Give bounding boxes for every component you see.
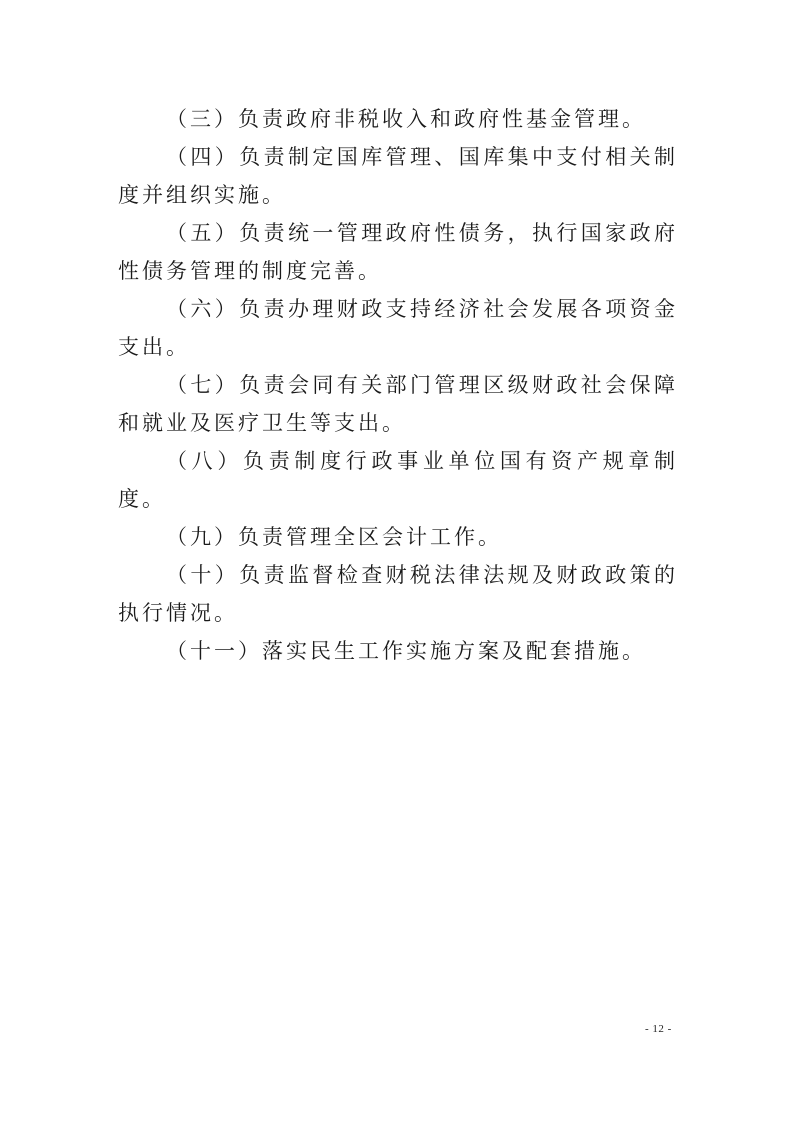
paragraph-item-4: （四）负责制定国库管理、国库集中支付相关制度并组织实施。 [118,145,678,207]
paragraph-item-7: （七）负责会同有关部门管理区级财政社会保障和就业及医疗卫生等支出。 [118,373,678,435]
paragraph-item-10: （十）负责监督检查财税法律法规及财政政策的执行情况。 [118,563,678,625]
paragraph-item-9: （九）负责管理全区会计工作。 [166,525,502,549]
page-number: - 12 - [645,1023,672,1035]
paragraph-item-11: （十一）落实民生工作实施方案及配套措施。 [166,639,646,663]
paragraph-item-3: （三）负责政府非税收入和政府性基金管理。 [166,107,646,131]
paragraph-item-6: （六）负责办理财政支持经济社会发展各项资金支出。 [118,297,678,359]
paragraph-item-5: （五）负责统一管理政府性债务，执行国家政府性债务管理的制度完善。 [118,221,678,283]
paragraph-item-8: （八）负责制度行政事业单位国有资产规章制度。 [118,449,678,511]
document-body [118,100,678,670]
